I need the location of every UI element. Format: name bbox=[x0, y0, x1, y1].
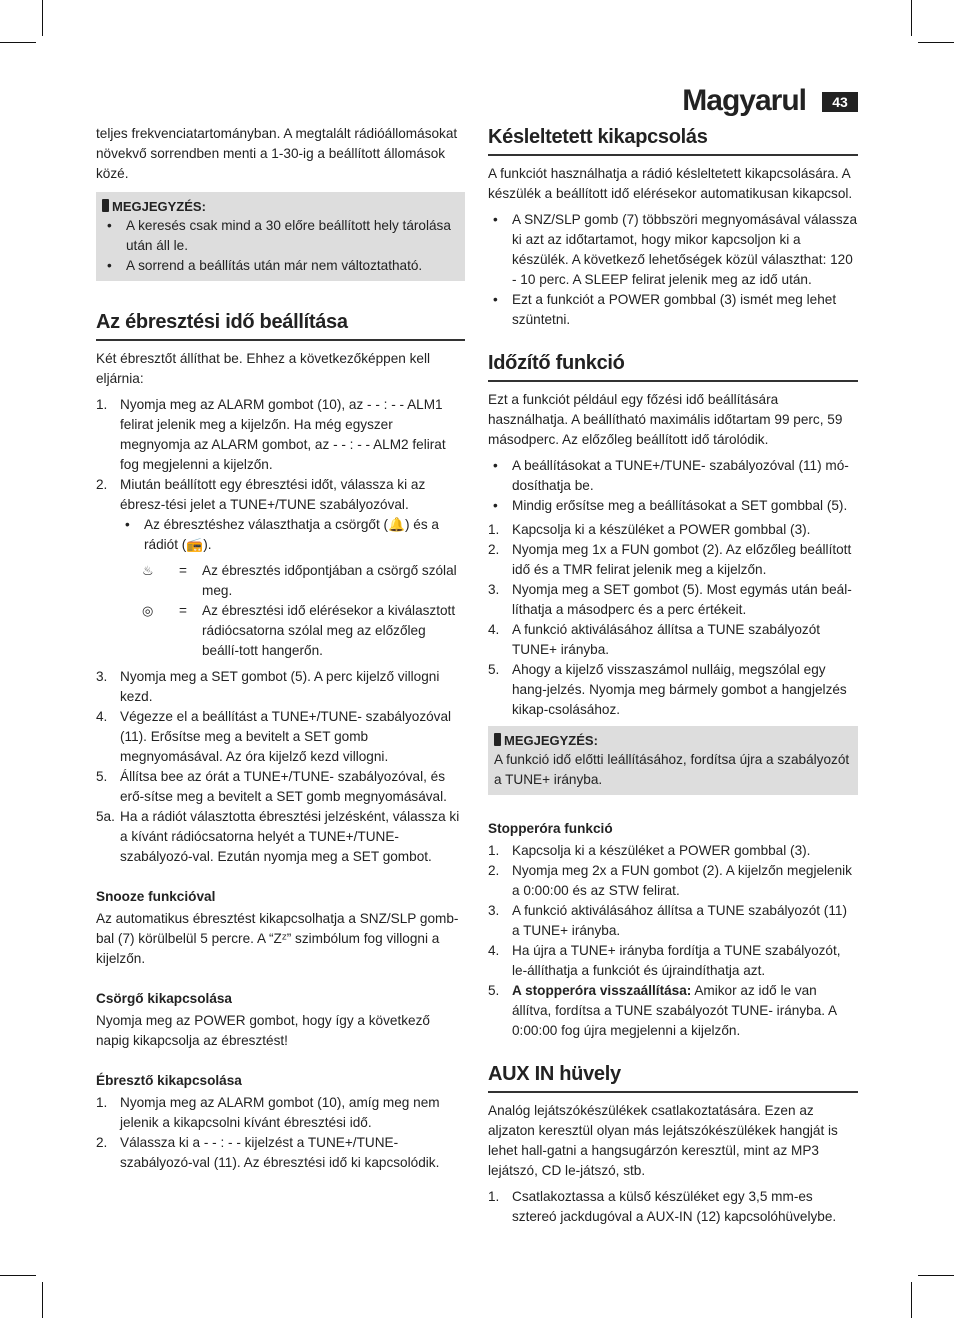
list-item: • Ezt a funkciót a POWER gombbal (3) ismét meg lehet szüntetni. bbox=[488, 290, 858, 330]
alarm-off-steps bbox=[96, 1093, 465, 1173]
list-item: 2. Válassza ki a - - : - - kijelzést a TUNE+/TUNE- szabályozó-val (11). Az ébresztési idő ki kapcsolódik. bbox=[96, 1135, 440, 1170]
note-box bbox=[96, 192, 465, 281]
symbol-row: ◎ = Az ébresztési idő elérésekor a kiválasztott rádiócsatorna szólal meg az előzőleg beállí-tott hangerőn. bbox=[142, 603, 456, 658]
reset-label: A stopperóra visszaállítása: bbox=[512, 983, 692, 998]
list-item: 3. Nyomja meg a SET gombot (5). A perc kijelző villogni kezd. bbox=[96, 669, 440, 704]
alarm-intro: Két ébresztőt állíthat be. Ehhez a következőképpen kell eljárnia: bbox=[96, 351, 431, 386]
intro-paragraph: teljes frekvenciatartományban. A megtalált rádióállomásokat növekvő sorrendben menti a 1-30-ig a beállított állomások közé. bbox=[96, 126, 458, 181]
crop-mark bbox=[918, 42, 954, 43]
timer-steps bbox=[488, 520, 858, 720]
list-item: • A SNZ/SLP gomb (7) többszöri megnyomásával válassza ki azt az időtartamot, hogy mikor kapcsoljon ki a készülék. A következő lehetőségek közül választhat: 120 - 10 perc. A SLEEP felirat jelenik meg az idő után. bbox=[488, 210, 858, 290]
list-item: 1. Nyomja meg az ALARM gombot (10), az - - : - - ALM1 felirat jelenik meg a kijelzőn. Ha még egyszer megnyomja az ALARM gombot, az - - : - - ALM2 felirat fog megjelenni a kijelzőn. bbox=[96, 397, 446, 472]
list-item: 2. Nyomja meg 2x a FUN gombot (2). A kijelzőn megjelenik a 0:00:00 és az STW felirat. bbox=[488, 863, 852, 898]
crop-mark bbox=[918, 1275, 954, 1276]
crop-mark bbox=[42, 0, 43, 36]
aux-intro: Analóg lejátszókészülékek csatlakoztatására. Ezen az aljzaton keresztül olyan más lejátszókészülékek hangját is lehet hall-gatni a hangsugárzón keresztül, mint az MP3 lejátszó, CD le-játszó, stb. bbox=[488, 1103, 838, 1178]
section-heading-timer: Időzítő funkció bbox=[488, 350, 858, 382]
snooze-text: Az automatikus ébresztést kikapcsolhatja a SNZ/SLP gomb-bal (7) körülbelül 5 percre. A “Zᶻ” szimbólum fog villogni a kijelzőn. bbox=[96, 911, 459, 966]
crop-mark bbox=[911, 0, 912, 36]
list-item: 1. Csatlakoztassa a külső készüléket egy 3,5 mm-es sztereó jackdugóval a AUX-IN (12) kapcsolóhüvelybe. bbox=[488, 1189, 837, 1224]
alarm-sub-list bbox=[120, 515, 465, 555]
sleep-intro: A funkciót használhatja a rádió késleltetett kikapcsolására. A készülék a beállított idő elérésekor automatikusan kikapcsol. bbox=[488, 166, 853, 201]
list-item: • Mindig erősítse meg a beállításokat a SET gombbal (5). bbox=[488, 496, 858, 516]
list-item: 4. Ha újra a TUNE+ irányba fordítja a TUNE szabályozót, le-állíthatja a funkciót és újraindíthatja azt. bbox=[488, 943, 841, 978]
list-item: 2. Nyomja meg 1x a FUN gombot (2). Az előzőleg beállított idő és a TMR felirat jelenik meg a kijelzőn. bbox=[488, 542, 852, 577]
list-item: 1. Kapcsolja ki a készüléket a POWER gombbal (3). bbox=[488, 843, 811, 858]
bell-off-text: Nyomja meg az POWER gombot, hogy így a következő napig kikapcsolja az ébresztést! bbox=[96, 1013, 430, 1048]
list-item: • A beállításokat a TUNE+/TUNE- szabályozóval (11) mó-dosíthatja be. bbox=[488, 456, 858, 496]
note-text: A funkció idő előtti leállításához, fordítsa újra a szabályozót a TUNE+ irányba. bbox=[494, 752, 850, 787]
timer-intro: Ezt a funkciót például egy főzési idő beállítására használhatja. A beállítható maximális időtartam 99 perc, 59 másodperc. Az előzőleg beállított idő tárolódik. bbox=[488, 392, 843, 447]
subheading-bell-off: Csörgő kikapcsolása bbox=[96, 991, 232, 1006]
list-item: 1. Nyomja meg az ALARM gombot (10), amíg meg nem jelenik a kikapcsolni kívánt ébresztési idő. bbox=[96, 1095, 440, 1130]
crop-mark bbox=[42, 1282, 43, 1318]
list-item: • A sorrend a beállítás után már nem változtatható. bbox=[102, 256, 459, 276]
info-icon bbox=[102, 199, 109, 212]
list-item: 5. A stopperóra visszaállítása: Amikor az idő le van állítva, fordítsa a TUNE szabályozót TUNE- irányba. A 0:00:00 fog újra megjelenni a kijelzőn. bbox=[488, 983, 837, 1038]
list-item: • Az ébresztéshez választhatja a csörgőt (🔔) és a rádiót (📻). bbox=[120, 515, 465, 555]
section-heading-sleep: Késleltetett kikapcsolás bbox=[488, 124, 858, 156]
alarm-steps-continued bbox=[96, 667, 465, 867]
note-heading: MEGJEGYZÉS: bbox=[112, 199, 206, 214]
list-item: 4. A funkció aktiválásához állítsa a TUNE szabályozót TUNE+ irányba. bbox=[488, 622, 821, 657]
right-column bbox=[488, 124, 858, 1227]
note-heading: MEGJEGYZÉS: bbox=[504, 733, 598, 748]
section-heading-aux: AUX IN hüvely bbox=[488, 1061, 858, 1093]
list-item: 2. Miután beállított egy ébresztési időt, válassza ki az ébresz-tési jelet a TUNE+/TUNE szabályozóval. bbox=[96, 477, 426, 512]
crop-mark bbox=[0, 1275, 36, 1276]
list-item: • A keresés csak mind a 30 előre beállított hely tárolása után áll le. bbox=[102, 216, 459, 256]
list-item: 4. Végezze el a beállítást a TUNE+/TUNE- szabályozóval (11). Erősítse meg a bevitelt a SET gomb megnyomásával. Az óra kijelző kezd villogni. bbox=[96, 709, 452, 764]
list-item: 3. A funkció aktiválásához állítsa a TUNE szabályozót (11) a TUNE+ irányba. bbox=[488, 903, 847, 938]
left-column bbox=[96, 124, 465, 1173]
alarm-steps bbox=[96, 395, 465, 515]
crop-mark bbox=[911, 1282, 912, 1318]
stopwatch-steps bbox=[488, 841, 858, 1041]
page-number: 43 bbox=[822, 92, 858, 112]
info-icon bbox=[494, 733, 501, 746]
bell-icon: ♨ bbox=[142, 563, 154, 578]
crop-mark bbox=[0, 42, 36, 43]
list-item: 3. Nyomja meg a SET gombot (5). Most egymás után beál-líthatja a másodperc és a perc értékeit. bbox=[488, 582, 852, 617]
subheading-stopwatch: Stopperóra funkció bbox=[488, 821, 613, 836]
symbol-row: ♨ = Az ébresztés időpontjában a csörgő szólal meg. bbox=[142, 563, 457, 598]
section-heading-alarm: Az ébresztési idő beállítása bbox=[96, 309, 465, 341]
list-item: 5. Ahogy a kijelző visszaszámol nulláig, megszólal egy hang-jelzés. Nyomja meg bármely gombot a hangjelzés kikap-csolásához. bbox=[488, 662, 847, 717]
aux-steps bbox=[488, 1187, 858, 1227]
sleep-list bbox=[488, 210, 858, 330]
list-item: 5a. Ha a rádiót választotta ébresztési jelzésként, válassza ki a kívánt rádiócsatorna helyét a TUNE+/TUNE- szabályozó-val. Ezután nyomja meg a SET gombot. bbox=[96, 809, 460, 864]
note-box bbox=[488, 726, 858, 795]
page-language-title: Magyarul bbox=[682, 84, 806, 117]
subheading-alarm-off: Ébresztő kikapcsolása bbox=[96, 1073, 242, 1088]
list-item: 5. Állítsa bee az órát a TUNE+/TUNE- szabályozóval, és erő-sítse meg a bevitelt a SET gomb megnyomásával. bbox=[96, 769, 447, 804]
timer-bullets bbox=[488, 456, 858, 516]
radio-icon: ◎ bbox=[142, 603, 154, 618]
note-list bbox=[102, 216, 459, 276]
list-item: 1. Kapcsolja ki a készüléket a POWER gombbal (3). bbox=[488, 522, 811, 537]
subheading-snooze: Snooze funkcióval bbox=[96, 889, 216, 904]
